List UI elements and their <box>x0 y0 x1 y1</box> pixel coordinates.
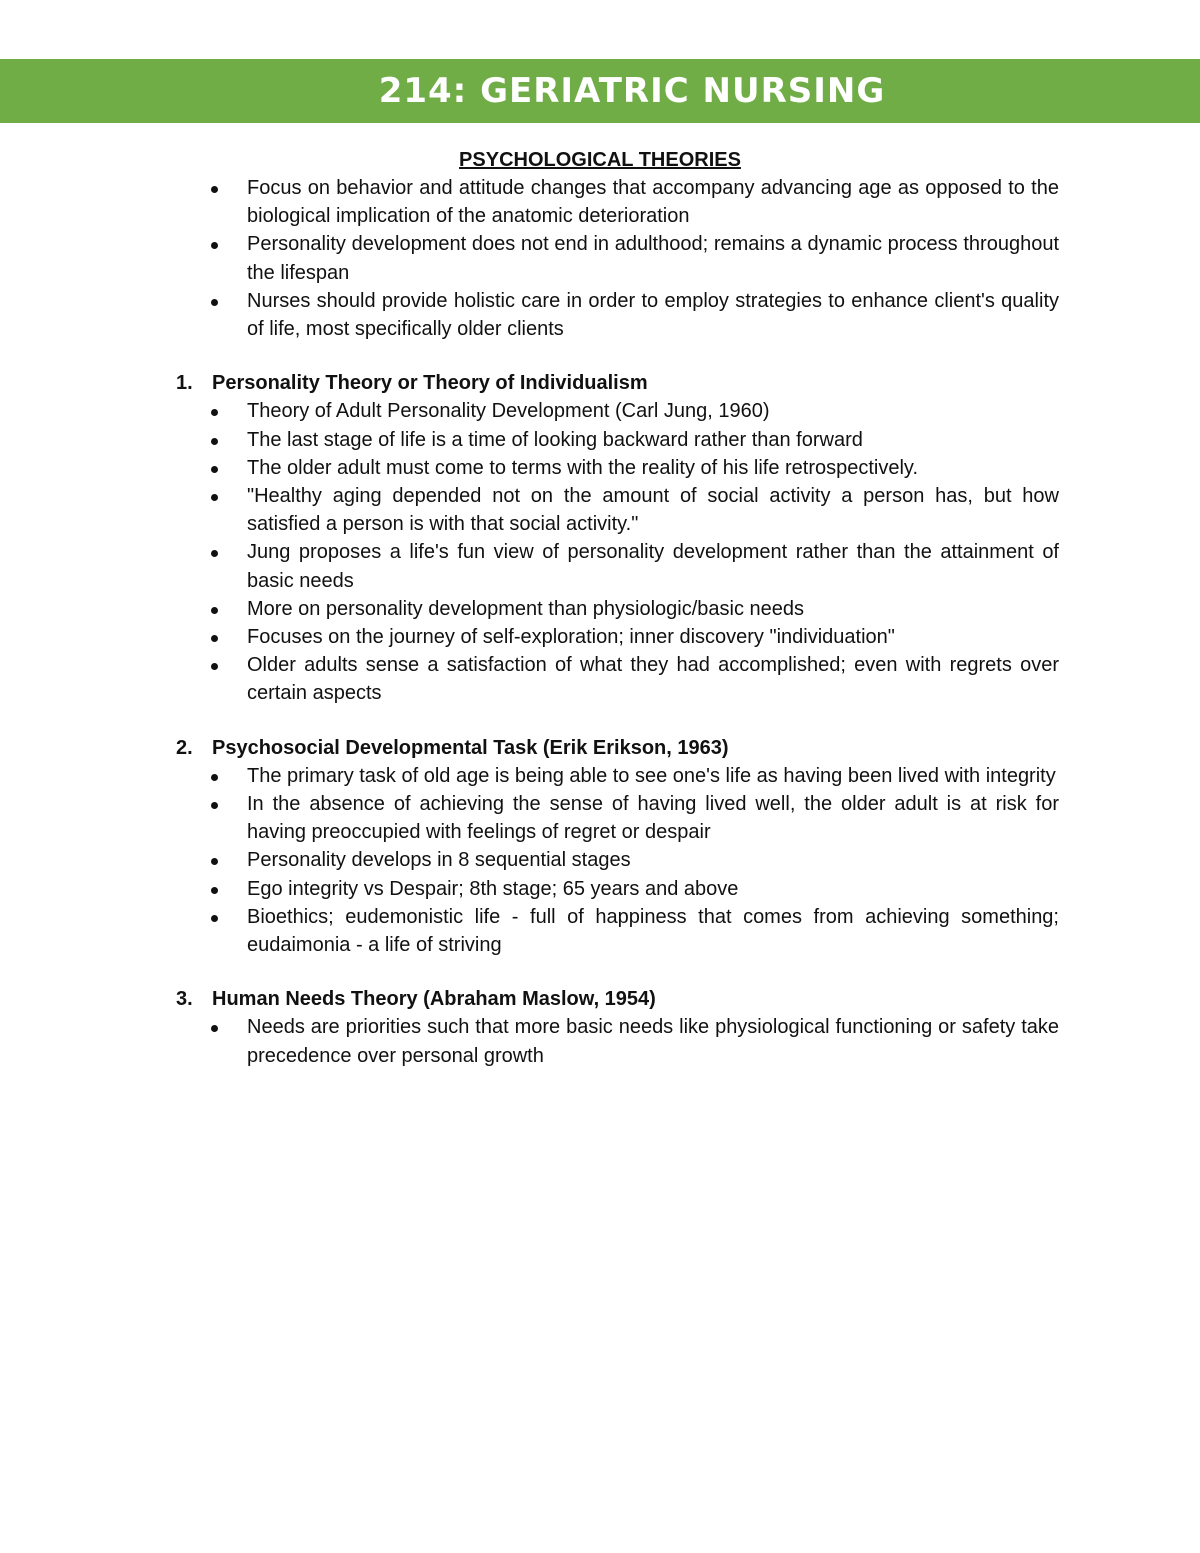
theory-number: 1. <box>176 372 193 395</box>
bullet-icon <box>211 466 218 473</box>
list-item-text: Theory of Adult Personality Development (Carl Jung, 1960) <box>247 400 770 423</box>
bullet-icon <box>211 438 218 445</box>
list-item-text: Focus on behavior and attitude changes that accompany advancing age as opposed to the biological implication of the anatomic deterioration <box>247 177 1059 228</box>
list-item <box>247 174 1059 230</box>
bullet-icon <box>211 635 218 642</box>
list-item-text: The older adult must come to terms with the reality of his life retrospectively. <box>247 456 919 479</box>
list-item <box>247 790 1059 846</box>
list-item-text: Bioethics; eudemonistic life - full of happiness that comes from achieving something; eudaimonia - a life of striving <box>247 905 1059 957</box>
bullet-icon <box>211 1025 218 1032</box>
list-item-text: Personality development does not end in adulthood; remains a dynamic process throughout the lifespan <box>247 233 1059 284</box>
header-banner <box>0 59 1200 123</box>
bullet-icon <box>211 242 218 249</box>
bullet-icon <box>211 802 218 809</box>
list-item-text: In the absence of achieving the sense of having lived well, the older adult is at risk for having preoccupied with feelings of regret or despair <box>247 793 1059 844</box>
theory-heading <box>176 985 1200 1013</box>
list-item <box>247 287 1059 343</box>
list-item <box>247 623 1059 651</box>
theory-title: Psychosocial Developmental Task (Erik Erikson, 1963) <box>212 736 729 759</box>
list-item <box>247 903 1059 959</box>
list-item <box>247 538 1059 594</box>
bullet-icon <box>211 299 218 306</box>
list-item <box>247 1013 1059 1069</box>
list-item-text: Ego integrity vs Despair; 8th stage; 65 years and above <box>247 877 739 900</box>
list-item <box>247 454 1059 482</box>
document-title: 214: GERIATRIC NURSING <box>378 71 886 111</box>
theory-number: 3. <box>176 988 193 1011</box>
theory-bullet-list <box>0 397 1200 707</box>
list-item-text: Older adults sense a satisfaction of what they had accomplished; even with regrets over certain aspects <box>247 654 1059 705</box>
list-item-text: Nurses should provide holistic care in order to employ strategies to enhance client's quality of life, most specifically older clients <box>247 289 1059 341</box>
theory-section-2 <box>0 734 1200 960</box>
theory-bullet-list <box>0 1013 1200 1069</box>
theory-section-3 <box>0 985 1200 1070</box>
list-item-text: Needs are priorities such that more basic needs like physiological functioning or safety take precedence over personal growth <box>247 1016 1059 1067</box>
list-item-text: Jung proposes a life's fun view of personality development rather than the attainment of basic needs <box>247 541 1059 592</box>
list-item-text: The primary task of old age is being able to see one's life as having been lived with integrity <box>247 764 1056 787</box>
bullet-icon <box>211 550 218 557</box>
list-item <box>247 397 1059 425</box>
theory-heading <box>176 734 1200 762</box>
theory-number: 2. <box>176 736 193 759</box>
list-item-text: Personality develops in 8 sequential stages <box>247 849 631 872</box>
list-item-text: More on personality development than physiologic/basic needs <box>247 597 805 620</box>
list-item <box>247 651 1059 707</box>
document-body <box>0 146 1200 1070</box>
intro-bullet-list <box>0 174 1200 343</box>
theory-title: Human Needs Theory (Abraham Maslow, 1954) <box>212 988 656 1011</box>
bullet-icon <box>211 409 218 416</box>
list-item <box>247 595 1059 623</box>
theory-title: Personality Theory or Theory of Individualism <box>212 372 648 395</box>
bullet-icon <box>211 915 218 922</box>
section-heading: PSYCHOLOGICAL THEORIES <box>459 149 741 171</box>
list-item-text: Focuses on the journey of self-exploration; inner discovery "individuation" <box>247 626 895 649</box>
theory-section-1 <box>0 369 1200 707</box>
list-item <box>247 762 1059 790</box>
bullet-icon <box>211 607 218 614</box>
bullet-icon <box>211 887 218 894</box>
list-item <box>247 230 1059 286</box>
bullet-icon <box>211 858 218 865</box>
list-item <box>247 846 1059 874</box>
list-item <box>247 482 1059 538</box>
bullet-icon <box>211 186 218 193</box>
theory-heading <box>176 369 1200 397</box>
list-item-text: "Healthy aging depended not on the amount of social activity a person has, but how satisfied a person is with that social activity." <box>247 485 1059 536</box>
list-item-text: The last stage of life is a time of looking backward rather than forward <box>247 428 863 451</box>
bullet-icon <box>211 663 218 670</box>
bullet-icon <box>211 774 218 781</box>
list-item <box>247 426 1059 454</box>
theory-bullet-list <box>0 762 1200 959</box>
list-item <box>247 875 1059 903</box>
bullet-icon <box>211 494 218 501</box>
